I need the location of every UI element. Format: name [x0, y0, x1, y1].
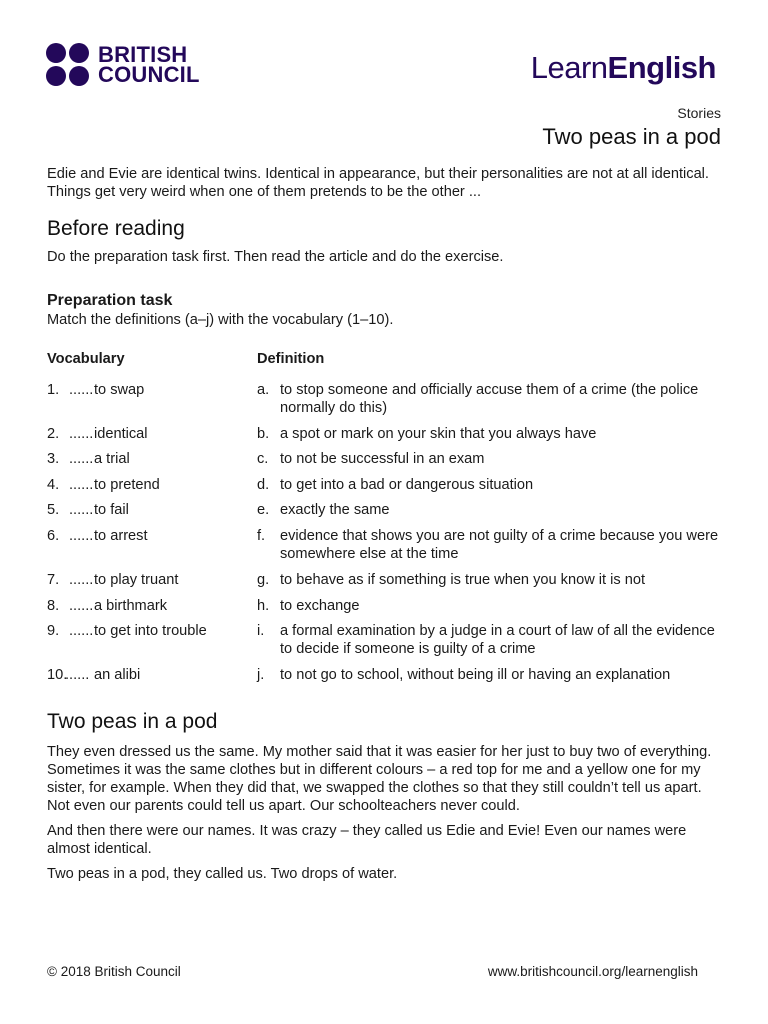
definition-text: to stop someone and officially accuse them of a crime (the police normally do this) [280, 382, 699, 416]
definition-letter: g. [257, 572, 270, 588]
before-reading-heading: Before reading [47, 217, 185, 240]
section-label: Stories [677, 105, 721, 121]
answer-blank: ...... [69, 528, 94, 544]
footer-url[interactable]: www.britishcouncil.org/learnenglish [487, 964, 698, 979]
vocabulary-term: to fail [94, 502, 129, 518]
answer-blank: ...... [69, 598, 94, 614]
vocabulary-term: identical [94, 426, 148, 442]
vocabulary-term: to arrest [94, 528, 148, 544]
definition-text: to exchange [280, 598, 360, 614]
definition-column-header: Definition [257, 351, 325, 367]
british-council-logo [46, 43, 200, 86]
british-council-dots-icon [46, 43, 89, 86]
definition-text: a formal examination by a judge in a court of law of all the evidence to decide if someone is guilty of a crime [280, 623, 715, 657]
vocabulary-term: an alibi [94, 667, 141, 683]
vocabulary-term: to pretend [94, 477, 160, 493]
definition-text: evidence that shows you are not guilty of a crime because you were somewhere else at the time [280, 528, 719, 562]
answer-blank: ...... [69, 572, 94, 588]
answer-blank: ...... [69, 502, 94, 518]
item-number: 1. [47, 382, 60, 398]
vocabulary-term: to get into trouble [94, 623, 207, 639]
item-number: 6. [47, 528, 60, 544]
definition-text: to get into a bad or dangerous situation [280, 477, 534, 493]
item-number: 8. [47, 598, 60, 614]
story-paragraph: They even dressed us the same. My mother said that it was easier for her just to buy two of everything. Sometimes it was the same clothes but in different colours – a red top for me and a yellow one for my sister, for example. When they did that, we swapped the clothes so that they still couldn’t tell us apart. Not even our parents could tell us apart. Our schoolteachers never could. [47, 744, 712, 814]
learnenglish-logo [531, 50, 716, 86]
learnenglish-logo-light: Learn [530, 50, 608, 85]
logo-line-1: BRITISH [98, 41, 188, 67]
answer-blank: ...... [69, 382, 94, 398]
answer-blank: ...... [69, 477, 94, 493]
item-number: 3. [47, 451, 60, 467]
before-reading-text: Do the preparation task first. Then read the article and do the exercise. [47, 249, 504, 265]
footer-copyright: © 2018 British Council [47, 964, 181, 979]
preparation-instructions: Match the definitions (a–j) with the vocabulary (1–10). [47, 312, 394, 328]
definition-text: a spot or mark on your skin that you always have [280, 426, 597, 442]
definition-letter: h. [257, 598, 270, 614]
story-paragraph: Two peas in a pod, they called us. Two drops of water. [47, 866, 398, 882]
definition-letter: d. [257, 477, 270, 493]
definition-text: to not be successful in an exam [280, 451, 485, 467]
vocabulary-column-header: Vocabulary [47, 351, 125, 367]
definition-letter: f. [257, 528, 266, 544]
preparation-task-heading: Preparation task [47, 292, 173, 309]
logo-line-2: COUNCIL [98, 61, 200, 87]
definition-letter: a. [257, 382, 270, 398]
item-number: 5. [47, 502, 60, 518]
page-title: Two peas in a pod [542, 124, 721, 149]
story-heading: Two peas in a pod [47, 710, 218, 733]
definition-text: exactly the same [280, 502, 390, 518]
item-number: 10. [47, 667, 68, 683]
definition-letter: j. [257, 667, 265, 683]
definition-text: to not go to school, without being ill or having an explanation [280, 667, 671, 683]
item-number: 9. [47, 623, 60, 639]
item-number: 4. [47, 477, 60, 493]
item-number: 7. [47, 572, 60, 588]
vocabulary-term: to play truant [94, 572, 179, 588]
story-text [47, 743, 727, 890]
definition-text: to behave as if something is true when you know it is not [280, 572, 646, 588]
definition-letter: i. [257, 623, 265, 639]
answer-blank: ...... [69, 623, 94, 639]
definition-letter: e. [257, 502, 270, 518]
intro-paragraph: Edie and Evie are identical twins. Identical in appearance, but their personalities are not at all identical. Things get very weird when one of them pretends to be the other ... [47, 166, 709, 200]
story-paragraph: And then there were our names. It was crazy – they called us Edie and Evie! Even our names were almost identical. [47, 823, 687, 857]
answer-blank: ...... [69, 451, 94, 467]
vocabulary-term: a trial [94, 451, 130, 467]
definition-letter: b. [257, 426, 270, 442]
definition-letter: c. [257, 451, 269, 467]
vocabulary-term: a birthmark [94, 598, 167, 614]
answer-blank: ...... [69, 426, 94, 442]
learnenglish-logo-bold: English [607, 50, 716, 85]
vocabulary-term: to swap [94, 382, 145, 398]
item-number: 2. [47, 426, 60, 442]
answer-blank: ...... [65, 667, 90, 683]
